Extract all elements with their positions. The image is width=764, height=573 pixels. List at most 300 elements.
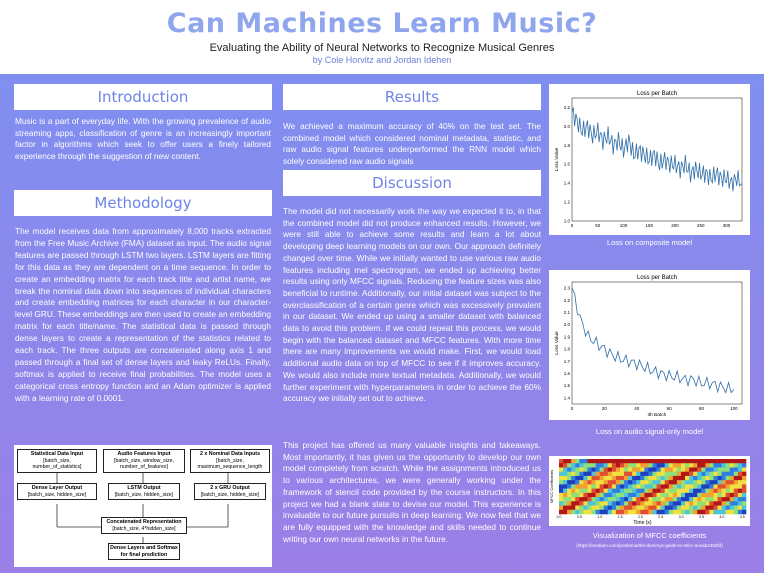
heatmap-cell (701, 476, 705, 481)
heatmap-cell (697, 467, 701, 472)
heatmap-cell (697, 501, 701, 506)
heatmap-cell (587, 501, 591, 506)
heatmap-cell (624, 472, 628, 477)
heatmap-cell (697, 476, 701, 481)
heatmap-cell (701, 501, 705, 506)
statistical-input-node: Statistical Data Input [batch_size, number_of_statistics] (17, 449, 97, 473)
heatmap-cell (722, 501, 726, 506)
heatmap-cell (600, 459, 604, 464)
heatmap-cell (730, 472, 734, 477)
heatmap-cell (742, 506, 746, 511)
heatmap-cell (636, 497, 640, 502)
heatmap-cell (628, 472, 632, 477)
heatmap-cell (685, 497, 689, 502)
heatmap-cell (600, 510, 604, 515)
heatmap-cell (713, 463, 717, 468)
heatmap-cell (673, 489, 677, 494)
heatmap-cell (640, 472, 644, 477)
y-tick-label: 1.6 (563, 371, 570, 376)
heatmap-cell (730, 484, 734, 489)
heatmap-cell (705, 484, 709, 489)
heatmap-cell (620, 472, 624, 477)
heatmap-cell (640, 493, 644, 498)
heatmap-cell (689, 484, 693, 489)
y-tick-label: 2.1 (563, 310, 570, 315)
heatmap-cell (616, 493, 620, 498)
loss-series-line (572, 288, 734, 393)
heatmap-cell (726, 472, 730, 477)
heatmap-cell (608, 497, 612, 502)
heatmap-cell (681, 489, 685, 494)
heatmap-cell (571, 510, 575, 515)
poster-title: Can Machines Learn Music? (166, 8, 598, 39)
heatmap-cell (681, 476, 685, 481)
heatmap-cell (693, 497, 697, 502)
heatmap-cell (685, 476, 689, 481)
heatmap-cell (653, 489, 657, 494)
heatmap-cell (705, 463, 709, 468)
heatmap-cell (628, 501, 632, 506)
heatmap-cell (628, 484, 632, 489)
figure3-caption: Visualization of MFCC coefficients (592, 531, 707, 540)
heatmap-cell (681, 510, 685, 515)
heatmap-cell (648, 467, 652, 472)
heatmap-cell (661, 510, 665, 515)
heatmap-cell (567, 506, 571, 511)
heatmap-cell (734, 506, 738, 511)
heatmap-cell (661, 463, 665, 468)
heatmap-cell (624, 489, 628, 494)
heatmap-cell (685, 489, 689, 494)
heatmap-cell (742, 484, 746, 489)
heatmap-cell (620, 501, 624, 506)
heatmap-cell (604, 476, 608, 481)
methodology-heading: Methodology (14, 190, 272, 216)
heatmap-cell (681, 459, 685, 464)
heatmap-cell (734, 472, 738, 477)
heatmap-cell (575, 484, 579, 489)
heatmap-cell (583, 510, 587, 515)
methodology-text: The model receives data from approximately 8,000 tracks extracted from the Free Music Archive (FMA) dataset as input. The audio signal features are passed through LSTM two layers. LSTM layers are fitting for this data as they are dependent on a time sequence. In order to create an embedding matrix for each track title and artist name, we break the nominal data down into sequences of individual characters and create embedding matrices for each character in our character-level GRU. These embeddings are then used to create an embedding matrix for each title/name. The statistical data is passed through dense layers to create a representation of the statistics related to each track. The three outputs are concatenated along axis 1 and passed through a final set of dense layers and leaky ReLUs. Finally, softmax is applied to receive final probabilities. The model uses a categorical cross entropy function and an Adam optimizer is applied with a learning rate of 0.0001. (15, 226, 271, 403)
heatmap-cell (596, 501, 600, 506)
heatmap-cell (575, 506, 579, 511)
heatmap-cell (693, 467, 697, 472)
heatmap-cell (657, 459, 661, 464)
heatmap-cell (559, 506, 563, 511)
heatmap-cell (583, 497, 587, 502)
heatmap-cell (640, 497, 644, 502)
heatmap-cell (571, 467, 575, 472)
discussion-text-1: The model did not necessarily work the way we expected it to, in that the combined model did not produce enhanced results. However, we were still able to achieve some results and learn a lot about developing deep learning models on our own. Our approach definitely changed over time. While we initially wanted to use various raw audio features including mel spectrogram, we ended up achieving better results using only MFCC signals. Reducing the feature sizes was also beneficial to runtime. Additionally, our initial dataset was subject to the overclassification of a certain genre which was excessively prevalent in our dataset. We ended up using a smaller dataset with balanced data to avoid this problem. If we could repeat this process, we would begin with the balanced dataset and MFCC features. With more time there are many improvements we would make. First, we would load additional audio data on top of MFCC to see if it improves accuracy. We would also include more textual metadata. Additionally, we would further experiment with hyperparameters in order to achieve the 60% accuracy we initially set out to achieve. (283, 206, 541, 404)
heatmap-cell (726, 467, 730, 472)
heatmap-cell (571, 484, 575, 489)
composite-loss-figure (549, 84, 750, 235)
heatmap-cell (701, 506, 705, 511)
audio-input-node: Audio Features Input [batch_size, window_size, number_of_features] (103, 449, 185, 473)
heatmap-cell (689, 472, 693, 477)
heatmap-cell (713, 506, 717, 511)
heatmap-cell (673, 501, 677, 506)
heatmap-cell (575, 501, 579, 506)
heatmap-cell (734, 484, 738, 489)
heatmap-cell (563, 459, 567, 464)
heatmap-cell (713, 467, 717, 472)
heatmap-cell (665, 484, 669, 489)
heatmap-cell (742, 480, 746, 485)
heatmap-cell (596, 480, 600, 485)
heatmap-cell (579, 476, 583, 481)
heatmap-cell (661, 506, 665, 511)
heatmap-cell (559, 501, 563, 506)
heatmap-cell (689, 467, 693, 472)
x-tick-label: 1.0 (597, 515, 603, 519)
heatmap-cell (571, 476, 575, 481)
heatmap-cell (644, 497, 648, 502)
heatmap-cell (685, 506, 689, 511)
heatmap-cell (665, 506, 669, 511)
heatmap-cell (567, 472, 571, 477)
heatmap-cell (713, 501, 717, 506)
heatmap-cell (612, 476, 616, 481)
heatmap-cell (559, 480, 563, 485)
heatmap-cell (600, 501, 604, 506)
heatmap-cell (616, 467, 620, 472)
heatmap-cell (689, 501, 693, 506)
heatmap-cell (722, 489, 726, 494)
heatmap-cell (640, 506, 644, 511)
heatmap-cell (608, 467, 612, 472)
heatmap-cell (632, 506, 636, 511)
heatmap-cell (632, 497, 636, 502)
heatmap-cell (616, 472, 620, 477)
heatmap-cell (608, 463, 612, 468)
heatmap-cell (587, 484, 591, 489)
heatmap-cell (653, 472, 657, 477)
heatmap-cell (575, 480, 579, 485)
heatmap-cell (685, 484, 689, 489)
heatmap-cell (718, 467, 722, 472)
heatmap-cell (669, 484, 673, 489)
heatmap-cell (730, 476, 734, 481)
heatmap-cell (575, 467, 579, 472)
heatmap-cell (636, 459, 640, 464)
heatmap-cell (608, 476, 612, 481)
x-tick-label: 1.5 (617, 515, 623, 519)
heatmap-cell (596, 467, 600, 472)
heatmap-cell (644, 501, 648, 506)
heatmap-cell (661, 476, 665, 481)
heatmap-cell (644, 480, 648, 485)
heatmap-cell (563, 501, 567, 506)
heatmap-cell (718, 476, 722, 481)
heatmap-cell (705, 497, 709, 502)
heatmap-cell (665, 480, 669, 485)
heatmap-cell (575, 489, 579, 494)
heatmap-cell (681, 472, 685, 477)
heatmap-cell (579, 510, 583, 515)
heatmap-cell (701, 484, 705, 489)
x-tick-label: 40 (634, 406, 640, 411)
heatmap-cell (616, 489, 620, 494)
heatmap-cell (661, 489, 665, 494)
heatmap-cell (648, 463, 652, 468)
x-axis-label: Time (s) (633, 520, 652, 526)
x-tick-label: 4.5 (739, 515, 745, 519)
discussion-heading: Discussion (283, 170, 541, 196)
heatmap-cell (734, 476, 738, 481)
heatmap-cell (689, 510, 693, 515)
heatmap-cell (730, 510, 734, 515)
heatmap-cell (738, 467, 742, 472)
heatmap-cell (722, 493, 726, 498)
heatmap-cell (701, 489, 705, 494)
heatmap-cell (718, 472, 722, 477)
heatmap-cell (644, 510, 648, 515)
heatmap-cell (636, 489, 640, 494)
heatmap-cell (705, 476, 709, 481)
heatmap-cell (612, 463, 616, 468)
heatmap-cell (628, 493, 632, 498)
heatmap-cell (677, 501, 681, 506)
heatmap-cell (693, 476, 697, 481)
heatmap-cell (677, 497, 681, 502)
heatmap-cell (730, 497, 734, 502)
heatmap-cell (596, 476, 600, 481)
heatmap-cell (567, 463, 571, 468)
final-prediction-node: Dense Layers and Softmax for final prediction (108, 543, 180, 560)
heatmap-cell (697, 493, 701, 498)
heatmap-cell (600, 463, 604, 468)
chart-title: Loss per Batch (636, 91, 678, 97)
heatmap-cell (661, 484, 665, 489)
heatmap-cell (685, 463, 689, 468)
heatmap-cell (604, 510, 608, 515)
heatmap-cell (628, 463, 632, 468)
heatmap-cell (579, 497, 583, 502)
heatmap-cell (632, 489, 636, 494)
heatmap-cell (604, 463, 608, 468)
heatmap-cell (661, 497, 665, 502)
dense-output-node: Dense Layer Output [batch_size, hidden_size] (17, 483, 97, 500)
heatmap-cell (701, 497, 705, 502)
heatmap-cell (657, 497, 661, 502)
heatmap-cell (677, 472, 681, 477)
heatmap-cell (722, 497, 726, 502)
heatmap-cell (640, 467, 644, 472)
heatmap-cell (632, 493, 636, 498)
heatmap-cell (628, 489, 632, 494)
y-tick-label: 1.2 (563, 199, 570, 205)
heatmap-cell (612, 501, 616, 506)
x-tick-label: 150 (645, 223, 654, 228)
heatmap-cell (616, 484, 620, 489)
heatmap-cell (587, 476, 591, 481)
heatmap-cell (559, 463, 563, 468)
heatmap-cell (563, 476, 567, 481)
heatmap-cell (563, 484, 567, 489)
heatmap-cell (742, 510, 746, 515)
heatmap-cell (636, 484, 640, 489)
heatmap-cell (661, 467, 665, 472)
heatmap-cell (685, 467, 689, 472)
heatmap-cell (559, 476, 563, 481)
heatmap-cell (604, 506, 608, 511)
heatmap-cell (640, 510, 644, 515)
heatmap-cell (583, 472, 587, 477)
heatmap-cell (624, 497, 628, 502)
heatmap-cell (632, 472, 636, 477)
heatmap-cell (636, 506, 640, 511)
heatmap-cell (648, 476, 652, 481)
composite-loss-chart (549, 84, 750, 235)
heatmap-cell (665, 463, 669, 468)
heatmap-cell (632, 467, 636, 472)
heatmap-cell (604, 480, 608, 485)
heatmap-cell (571, 506, 575, 511)
introduction-heading: Introduction (14, 84, 272, 110)
heatmap-cell (563, 467, 567, 472)
heatmap-cell (689, 463, 693, 468)
heatmap-cell (567, 493, 571, 498)
heatmap-cell (709, 493, 713, 498)
heatmap-cell (620, 506, 624, 511)
audio-loss-figure (549, 270, 750, 420)
heatmap-cell (730, 489, 734, 494)
heatmap-cell (592, 497, 596, 502)
heatmap-cell (709, 472, 713, 477)
heatmap-cell (705, 501, 709, 506)
x-tick-label: 4.0 (719, 515, 725, 519)
heatmap-cell (689, 459, 693, 464)
x-tick-label: 100 (730, 406, 738, 411)
heatmap-cell (677, 476, 681, 481)
heatmap-cell (709, 510, 713, 515)
x-tick-label: 2.0 (637, 515, 643, 519)
heatmap-cell (718, 484, 722, 489)
mfcc-heatmap (549, 456, 750, 526)
heatmap-cell (730, 459, 734, 464)
heatmap-cell (681, 484, 685, 489)
heatmap-cell (718, 489, 722, 494)
heatmap-cell (596, 459, 600, 464)
heatmap-cell (600, 476, 604, 481)
heatmap-cell (600, 484, 604, 489)
heatmap-cell (742, 463, 746, 468)
heatmap-cell (616, 501, 620, 506)
heatmap-cell (587, 510, 591, 515)
heatmap-cell (624, 459, 628, 464)
heatmap-cell (632, 484, 636, 489)
heatmap-cell (624, 484, 628, 489)
heatmap-cell (608, 493, 612, 498)
heatmap-cell (608, 459, 612, 464)
heatmap-cell (734, 497, 738, 502)
heatmap-cell (673, 493, 677, 498)
heatmap-cell (722, 472, 726, 477)
heatmap-cell (693, 463, 697, 468)
heatmap-cell (583, 501, 587, 506)
heatmap-cell (592, 510, 596, 515)
heatmap-cell (669, 459, 673, 464)
heatmap-cell (567, 480, 571, 485)
heatmap-cell (608, 480, 612, 485)
poster-header (0, 0, 764, 74)
heatmap-cell (616, 476, 620, 481)
figure1-caption: Loss on composite model (606, 238, 693, 247)
poster-subtitle: Evaluating the Ability of Neural Networks to Recognize Musical Genres (209, 42, 555, 54)
x-tick-label: 300 (722, 223, 731, 228)
heatmap-cell (709, 463, 713, 468)
heatmap-cell (648, 501, 652, 506)
x-axis-label: ith Batch (647, 413, 667, 418)
heatmap-cell (726, 489, 730, 494)
heatmap-cell (677, 459, 681, 464)
heatmap-cell (596, 484, 600, 489)
heatmap-cell (559, 489, 563, 494)
heatmap-cell (722, 459, 726, 464)
heatmap-cell (559, 472, 563, 477)
heatmap-cell (636, 472, 640, 477)
heatmap-cell (644, 493, 648, 498)
heatmap-cell (669, 497, 673, 502)
x-tick-label: 3.0 (678, 515, 684, 519)
heatmap-cell (628, 510, 632, 515)
heatmap-cell (583, 476, 587, 481)
heatmap-cell (575, 510, 579, 515)
heatmap-cell (738, 472, 742, 477)
results-text: We achieved a maximum accuracy of 40% on the test set. The combined model which considered nominal metadata, statistic, and raw audio signal features underperformed the RNN model which solely considered raw audio signals (283, 121, 541, 166)
x-tick-label: 3.5 (699, 515, 705, 519)
heatmap-cell (673, 480, 677, 485)
heatmap-cell (636, 467, 640, 472)
heatmap-cell (644, 467, 648, 472)
heatmap-cell (559, 497, 563, 502)
heatmap-cell (673, 510, 677, 515)
heatmap-cell (697, 459, 701, 464)
heatmap-cell (734, 501, 738, 506)
heatmap-cell (608, 484, 612, 489)
heatmap-cell (587, 463, 591, 468)
heatmap-cell (669, 480, 673, 485)
y-tick-label: 2.0 (563, 123, 570, 129)
heatmap-cell (726, 459, 730, 464)
heatmap-cell (709, 467, 713, 472)
figure2-caption: Loss on audio signal-only model (595, 427, 704, 436)
heatmap-cell (575, 472, 579, 477)
heatmap-cell (604, 497, 608, 502)
heatmap-cell (571, 489, 575, 494)
heatmap-cell (665, 489, 669, 494)
heatmap-cell (681, 480, 685, 485)
heatmap-cell (592, 480, 596, 485)
heatmap-cell (673, 459, 677, 464)
heatmap-cell (657, 501, 661, 506)
heatmap-cell (596, 510, 600, 515)
heatmap-cell (697, 472, 701, 477)
heatmap-cell (616, 463, 620, 468)
heatmap-cell (713, 472, 717, 477)
heatmap-cell (657, 493, 661, 498)
heatmap-cell (665, 501, 669, 506)
x-tick-label: 80 (699, 406, 705, 411)
heatmap-cell (636, 480, 640, 485)
heatmap-cell (726, 476, 730, 481)
y-tick-label: 1.4 (563, 395, 570, 401)
heatmap-cell (718, 510, 722, 515)
heatmap-cell (738, 497, 742, 502)
heatmap-cell (596, 463, 600, 468)
heatmap-cell (608, 489, 612, 494)
